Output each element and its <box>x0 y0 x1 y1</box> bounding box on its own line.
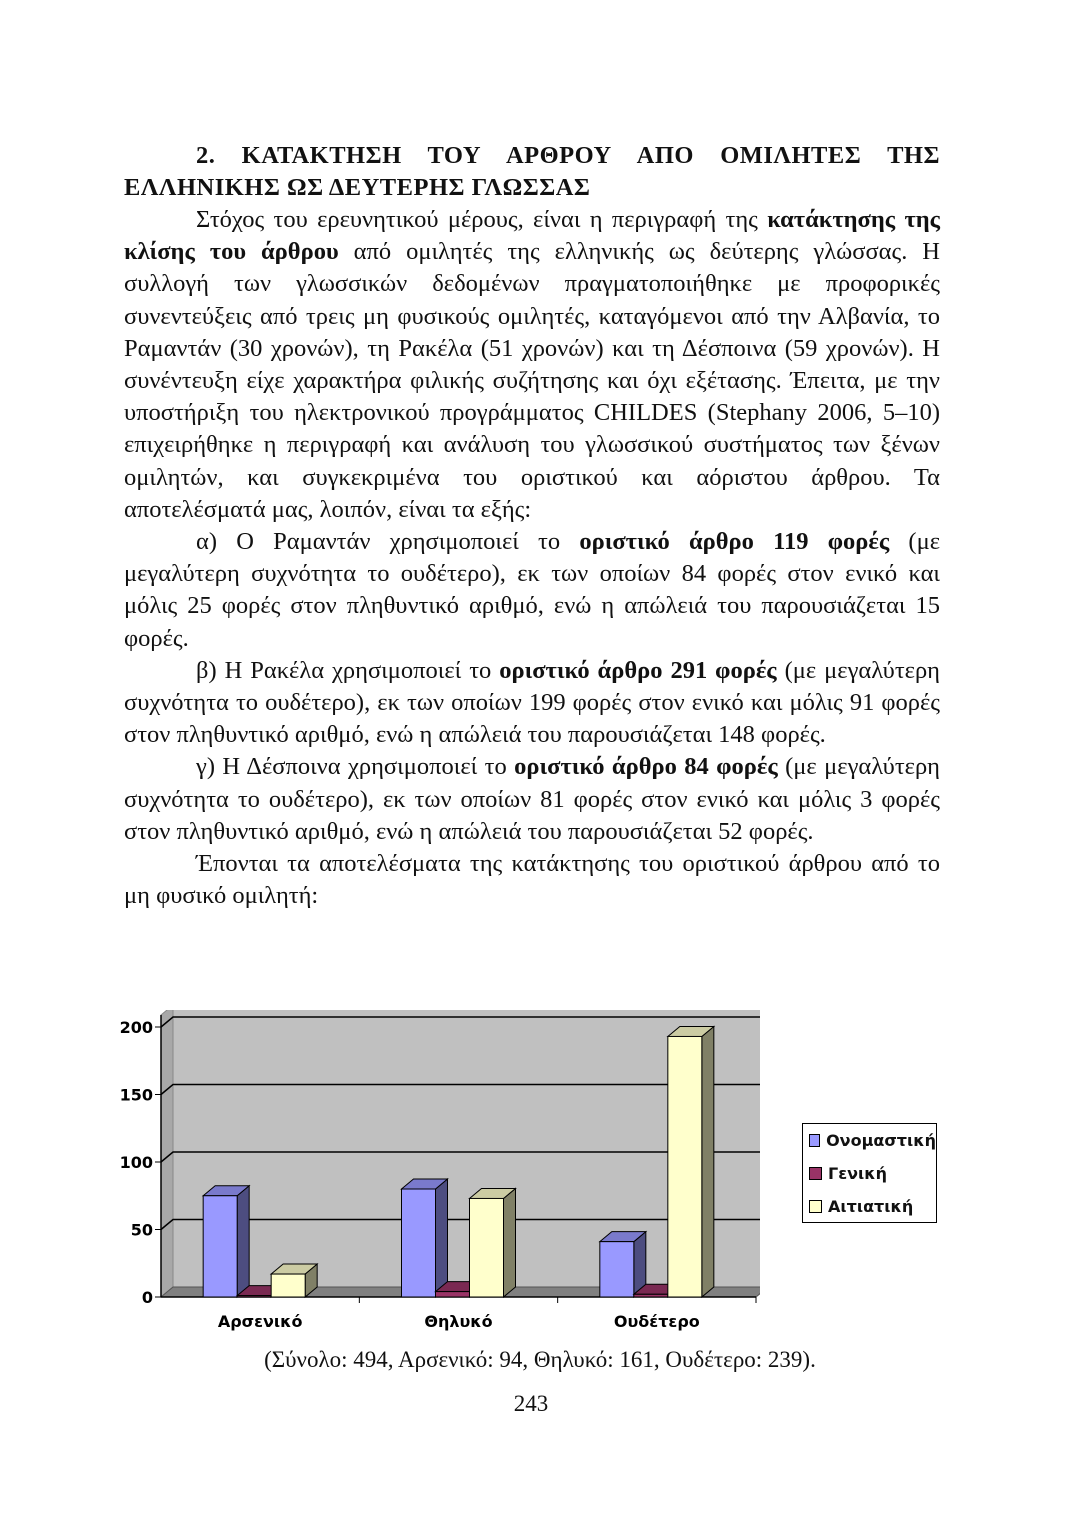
bar-side <box>237 1186 249 1297</box>
item-a-paragraph <box>124 526 940 655</box>
legend-item <box>803 1124 936 1157</box>
bar-Ονομαστική <box>402 1189 436 1297</box>
text-run: Στόχος του ερευνητικού μέρους, είναι η περιγραφή της <box>196 206 768 233</box>
bar-side <box>702 1026 714 1297</box>
body-text <box>124 140 940 912</box>
bar-Αιτιατική <box>470 1198 504 1297</box>
item-b-paragraph <box>124 655 940 752</box>
bar-side <box>436 1179 448 1297</box>
chart-caption: (Σύνολο: 494, Αρσενικό: 94, Θηλυκό: 161, Ουδέτερο: 239). <box>264 1347 816 1372</box>
legend-swatch <box>809 1167 822 1180</box>
bold-text: οριστικό άρθρο 291 φορές <box>499 656 777 684</box>
bar-Γενική <box>436 1292 470 1297</box>
y-tick-label: 150 <box>120 1085 153 1105</box>
bar-Ονομαστική <box>600 1242 634 1297</box>
bar-chart <box>120 1010 760 1340</box>
legend-label: Αιτιατική <box>828 1197 914 1216</box>
legend-item <box>803 1157 936 1190</box>
text-run: (με μεγαλύτερη συχνότητα το ουδέτερο), εκ των οποίων 81 φορές στον ενικό και μόλις 3 φορές στον πληθυντικό αριθμό, ενώ η απώλειά του παρουσιάζεται 52 φορές. <box>124 753 940 845</box>
bar-Γενική <box>237 1296 271 1297</box>
x-tick-label: Ουδέτερο <box>613 1312 700 1331</box>
intro-paragraph <box>124 204 940 526</box>
legend-item <box>803 1190 936 1223</box>
legend-label: Γενική <box>828 1164 887 1183</box>
text-run: γ) Η Δέσποινα χρησιμοποιεί το <box>196 753 515 781</box>
bar-Αιτιατική <box>668 1036 702 1297</box>
bold-text: οριστικό άρθρο 119 φορές <box>579 528 890 556</box>
legend-swatch <box>809 1134 820 1147</box>
text-run: (με μεγαλύτερη συχνότητα το ουδέτερο), εκ των οποίων 199 φορές στον ενικό και μόλις 91 φορές στον πληθυντικό αριθμό, ενώ η απώλειά του παρουσιάζεται 148 φορές. <box>124 656 940 749</box>
y-tick-label: 200 <box>120 1018 153 1037</box>
bar-side <box>504 1188 516 1297</box>
closing-paragraph: Έπονται τα αποτελέσματα της κατάκτησης του οριστικού άρθρου από το μη φυσικό ομιλητή: <box>124 850 940 910</box>
x-tick-label: Αρσενικό <box>217 1312 303 1331</box>
bold-text: οριστικό άρθρο 84 φορές <box>514 753 778 781</box>
y-tick-label: 0 <box>141 1288 153 1307</box>
legend-swatch <box>809 1200 822 1213</box>
page-number: 243 <box>513 1391 549 1416</box>
legend-label: Ονομαστική <box>826 1131 936 1150</box>
bar-Αιτιατική <box>271 1274 305 1297</box>
text-run: β) Η Ρακέλα χρησιμοποιεί το <box>196 656 500 684</box>
section-heading: 2. ΚΑΤΑΚΤΗΣΗ ΤΟΥ ΑΡΘΡΟΥ ΑΠΟ ΟΜΙΛΗΤΕΣ ΤΗΣ ΕΛΛΗΝΙΚΗΣ ΩΣ ΔΕΥΤΕΡΗΣ ΓΛΩΣΣΑΣ <box>124 142 940 201</box>
item-c-paragraph <box>124 751 940 848</box>
text-run: από ομιλητές της ελληνικής ως δεύτερης γλώσσας. Η συλλογή των γλωσσικών δεδομένων πραγματοποιήθηκε με προφορικές συνεντεύξεις από τρεις μη φυσικούς ομιλητές, καταγόμενοι από την Αλβανία, το Ραμαντάν (30 χρονών), τη Ρακέλα (51 χρονών) και τη Δέσποινα (59 χρονών). Η συνέντευξη είχε χαρακτήρα φιλικής συζήτησης και όχι εξέτασης. Έπειτα, με την υποστήριξη του ηλεκτρονικού προγράμματος CHILDES (Stephany 2006, 5–10) επιχειρήθηκε η περιγραφή και ανάλυση του γλωσσικού συστήματος των ξένων ομιλητών, και συγκεκριμένα του οριστικού και αόριστου άρθρου. Τα αποτελέσματά μας, λοιπόν, είναι τα εξής: <box>124 238 940 523</box>
bar-Γενική <box>634 1294 668 1297</box>
bold-text: κατάκτησης της κλίσης του άρθρου <box>124 206 940 266</box>
y-tick-label: 100 <box>120 1153 153 1172</box>
bar-Ονομαστική <box>203 1196 237 1297</box>
text-run: α) Ο Ραμαντάν χρησιμοποιεί το <box>196 528 580 556</box>
y-tick-label: 50 <box>130 1220 153 1240</box>
text-run: (με μεγαλύτερη συχνότητα το ουδέτερο), εκ των οποίων 84 φορές στον ενικό και μόλις 25 φορές στον πληθυντικό αριθμό, ενώ η απώλειά του παρουσιάζεται 15 φορές. <box>124 528 940 652</box>
x-tick-label: Θηλυκό <box>424 1312 493 1331</box>
chart-legend <box>802 1123 937 1223</box>
